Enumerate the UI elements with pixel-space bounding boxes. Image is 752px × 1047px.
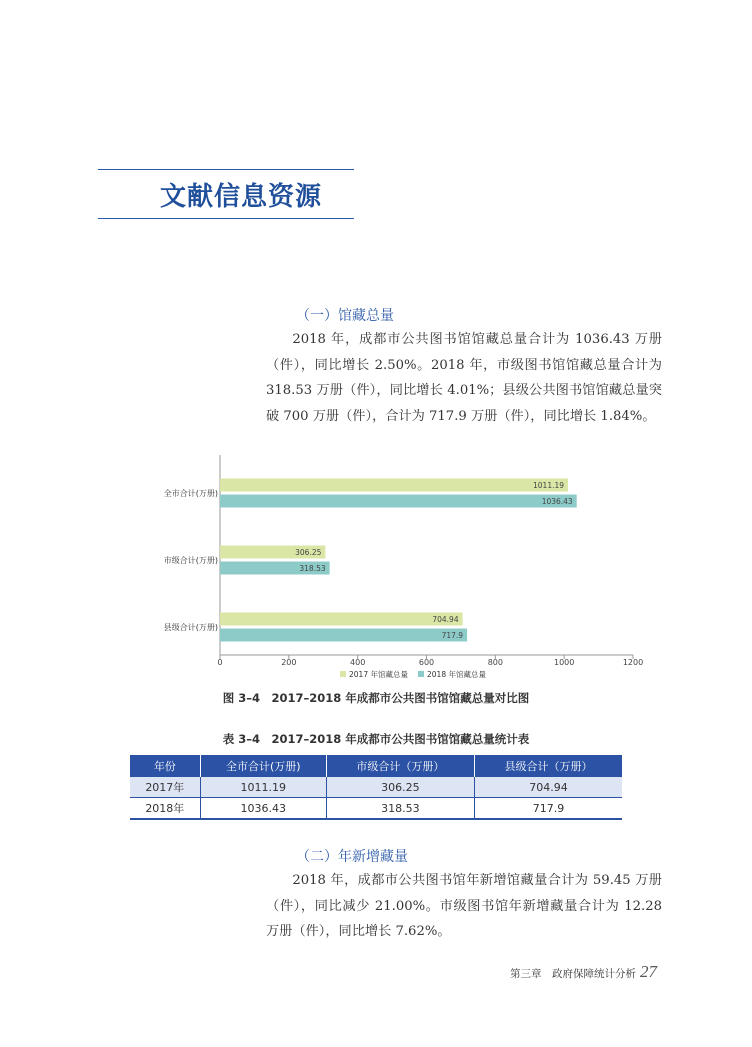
table-caption: 表 3–4 2017–2018 年成都市公共图书馆馆藏总量统计表 — [222, 732, 530, 746]
legend-swatch — [418, 671, 424, 677]
x-tick-label: 600 — [418, 658, 435, 667]
table-header-row — [130, 755, 622, 777]
subsection-heading-1: （一）馆藏总量 — [296, 308, 394, 324]
table-header-cell: 年份 — [130, 755, 200, 777]
data-label: 1036.43 — [541, 497, 573, 506]
table-header-cell: 全市合计(万册) — [200, 755, 326, 777]
table-cell: 1011.19 — [200, 777, 326, 798]
x-tick-label: 400 — [350, 658, 366, 667]
category-label: 市级合计(万册) — [163, 556, 218, 565]
x-tick-label: 1000 — [553, 658, 575, 667]
paragraph-1-text: 2018 年，成都市公共图书馆馆藏总量合计为 1036.43 万册（件），同比增长 2.50%。2018 年，市级图书馆馆藏总量合计为 318.53 万册（件），同比增长 4.01%；县级公共图书馆馆藏总量突破 700 万册（件），合计为 717.9 万册（件），同比增长 1.84%。 — [266, 332, 662, 424]
bar-chart-svg — [150, 455, 650, 685]
paragraph-2 — [266, 868, 662, 945]
table-row — [130, 798, 622, 820]
x-tick-label: 800 — [487, 658, 503, 667]
table-cell: 2018年 — [130, 798, 200, 820]
table-cell: 704.94 — [474, 777, 622, 798]
bar — [220, 495, 577, 508]
figure-caption: 图 3–4 2017–2018 年成都市公共图书馆馆藏总量对比图 — [222, 691, 530, 705]
bar-chart — [150, 455, 650, 685]
page-number: 27 — [640, 962, 657, 981]
bar — [220, 629, 467, 642]
data-label: 717.9 — [441, 631, 464, 640]
table-cell: 717.9 — [474, 798, 622, 820]
category-label: 县级合计(万册) — [163, 623, 218, 632]
table-cell: 2017年 — [130, 777, 200, 798]
table-header-cell: 市级合计（万册） — [326, 755, 474, 777]
data-label: 704.94 — [432, 615, 459, 624]
data-label: 306.25 — [295, 548, 322, 557]
chapter-footer: 第三章 政府保障统计分析 — [510, 968, 636, 980]
legend-label: 2018 年馆藏总量 — [427, 670, 486, 679]
section-title: 文献信息资源 — [160, 182, 323, 212]
paragraph-2-text: 2018 年，成都市公共图书馆年新增馆藏量合计为 59.45 万册（件），同比减少 21.00%。市级图书馆年新增藏量合计为 12.28 万册（件），同比增长 7.62%。 — [266, 873, 662, 939]
table-cell: 318.53 — [326, 798, 474, 820]
bar — [220, 613, 463, 626]
legend-label: 2017 年馆藏总量 — [349, 670, 408, 679]
bar — [220, 479, 568, 492]
table-cell: 306.25 — [326, 777, 474, 798]
data-label: 1011.19 — [533, 481, 565, 490]
paragraph-1 — [266, 327, 662, 429]
subsection-heading-2: （二）年新增藏量 — [296, 849, 408, 865]
x-tick-label: 1200 — [622, 658, 644, 667]
stats-table — [130, 755, 622, 820]
legend-swatch — [340, 671, 346, 677]
table-row — [130, 777, 622, 798]
table-cell: 1036.43 — [200, 798, 326, 820]
category-label: 全市合计(万册) — [163, 489, 218, 498]
table-header-cell: 县级合计（万册） — [474, 755, 622, 777]
title-rule-bottom — [98, 218, 354, 219]
data-label: 318.53 — [299, 564, 326, 573]
x-tick-label: 200 — [281, 658, 297, 667]
title-rule-top — [98, 169, 354, 170]
x-tick-label: 0 — [217, 658, 223, 667]
